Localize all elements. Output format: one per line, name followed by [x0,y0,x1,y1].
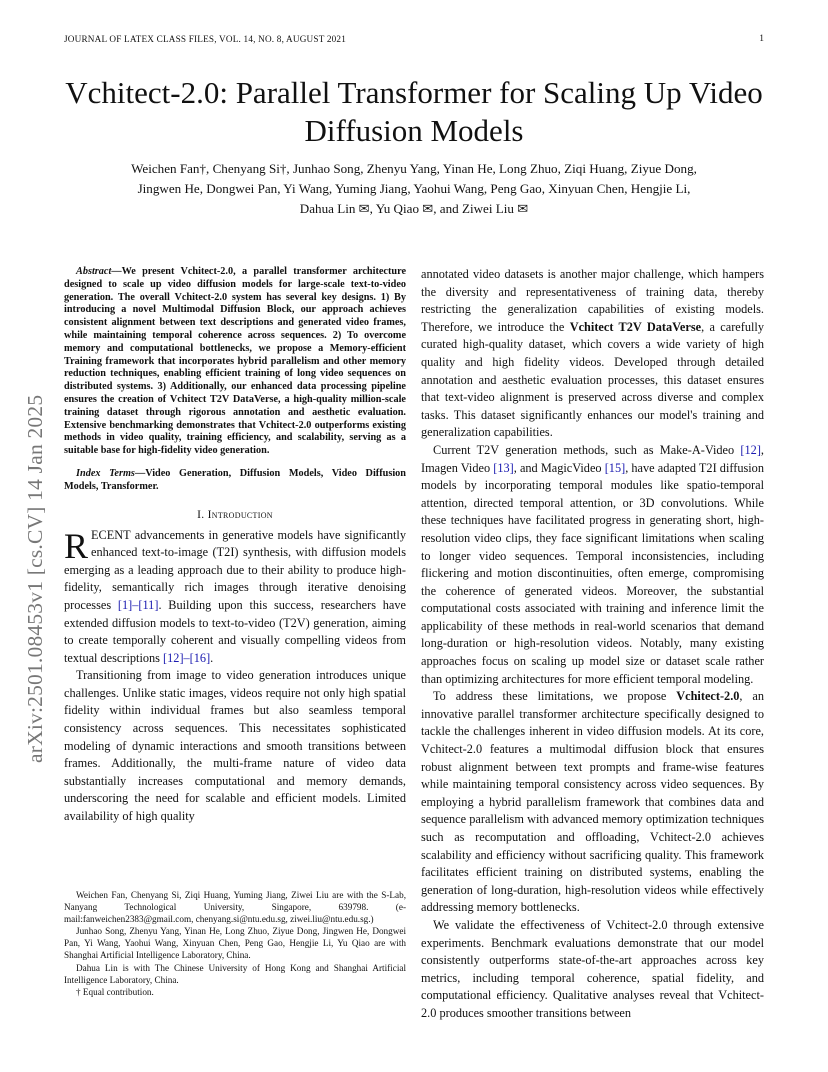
paragraph-text: Current T2V generation methods, such as Make-A-Video [433,442,741,457]
intro-paragraph-1 [64,527,406,668]
paragraph-text: annotated video datasets is another major challenge, which hampers the diversity and representativeness of training data, thereby restricting the generalization capabilities of existing models. Therefore, we introduce the [421,267,764,334]
citation-link[interactable]: [13] [493,460,514,475]
running-header: JOURNAL OF LATEX CLASS FILES, VOL. 14, NO. 8, AUGUST 2021 [64,34,347,44]
index-terms [64,468,406,494]
drop-cap: R [64,525,89,566]
abstract-text: —We present Vchitect-2.0, a parallel transformer architecture designed to scale up video diffusion models for large-scale text-to-video generation. The overall Vchitect-2.0 system has several key designs. 1) By introducing a novel Multimodal Diffusion Block, our approach achieves consistent alignment between text descriptions and generated video frames, while maintaining temporal coherence across sequences. 2) To overcome memory and computational bottlenecks, we propose a Memory-efficient Training framework that incorporates hybrid parallelism and other memory reduction techniques, enabling efficient training of long video sequences on distributed systems. 3) Additionally, our enhanced data processing pipeline ensures the creation of Vchitect T2V DataVerse, a high-quality million-scale training dataset through rigorous annotation and aesthetic evaluation. Extensive benchmarking demonstrates that Vchitect-2.0 outperforms existing methods in video quality, training efficiency, and scalability, serving as a suitable base for high-fidelity video generation. [64,266,406,457]
author-list [64,159,764,219]
intro-paragraph-2-continued [421,266,764,442]
paper-title: Vchitect-2.0: Parallel Transformer for Scaling Up Video Diffusion Models [65,75,763,148]
left-column [64,266,406,826]
citation-link[interactable]: [15] [604,460,626,475]
paragraph-text: To address these limitations, we propose [433,689,677,704]
right-column [421,266,764,1023]
footnotes [64,890,406,1000]
intro-paragraph-3 [421,442,764,688]
page-number: 1 [759,34,764,44]
footnote-affiliation-1: Weichen Fan, Chenyang Si, Ziqi Huang, Yuming Jiang, Ziwei Liu are with the S-Lab, Nanyang Technological University, Singapore, 639798. (e-mail:fanweichen2383@gmail.com, chenyang.si@ntu.edu.sg, ziwei.liu@ntu.edu.sg.) [64,890,406,924]
arxiv-stamp: arXiv:2501.08453v1 [cs.CV] 14 Jan 2025 [23,394,47,763]
paragraph-text: , have adapted T2I diffusion models by incorporating temporal modules like spatio-temporal attention, directed temporal attention, or 3D convolutions. While these techniques have facilitated progress in generating short, high-resolution video clips, they face significant limitations when scaling to longer video sequences. Temporal inconsistencies, including flickering and motion discontinuities, often emerge, compromising the coherence of generated videos. Moreover, the substantial computational costs associated with training and inference limit the applicability of these methods in real-world scenarios that demand long-duration or high-resolution videos. Notably, many existing approaches focus on scaling up model size or dataset scale rather than optimizing architectures for more efficient temporal modeling. [421,460,764,686]
index-terms-label: Index Terms [76,467,135,479]
section-title: Introduction [207,508,273,521]
model-name: Vchitect-2.0 [676,689,740,704]
paragraph-text: , and MagicVideo [513,460,605,475]
paragraph-text: . [210,650,214,665]
abstract [64,266,406,458]
author-line-3: Dahua Lin ✉, Yu Qiao ✉, and Ziwei Liu ✉ [299,201,529,216]
paragraph-text: advancements in generative models have significantly enhanced text-to-image (T2I) synthesis, with diffusion models emerging as a leading approach due to their ability to produce high-fidelity, semantically rich images through iterative denoising processes [64,527,406,612]
dataset-name: Vchitect T2V DataVerse [569,319,702,334]
citation-link[interactable]: [1]–[11] [117,597,159,612]
citation-link[interactable]: [12]–[16] [163,650,211,665]
author-line-1: Weichen Fan†, Chenyang Si†, Junhao Song, Zhenyu Yang, Yinan He, Long Zhuo, Ziqi Huang, Ziyue Dong, [131,161,697,176]
paragraph-text: , Imagen Video [421,442,764,475]
intro-paragraph-2: Transitioning from image to video generation introduces unique challenges. Unlike static images, videos require not only high spatial fidelity within individual frames but also seamless temporal consistency across sequences. This necessitates sophisticated modeling of dynamic interactions and smooth transitions between frames. Additionally, the multi-frame nature of video data substantially increases computational and memory demands, underscoring the need for scalable and efficient models. Limited availability of high quality [64,668,406,824]
author-line-2: Jingwen He, Dongwei Pan, Yi Wang, Yuming Jiang, Yaohui Wang, Peng Gao, Xinyuan Chen, Hengjie Li, [137,181,691,196]
intro-paragraph-4 [421,688,764,917]
opening-word: ECENT [91,527,131,542]
index-terms-text: —Video Generation, Diffusion Models, Video Diffusion Models, Transformer. [64,467,407,492]
footnote-equal-contribution: † Equal contribution. [76,987,154,998]
abstract-label: Abstract [76,266,112,277]
footnote-affiliation-3: Dahua Lin is with The Chinese University of Hong Kong and Shanghai Artificial Intelligence Laboratory, China. [64,962,406,985]
citation-link[interactable]: [12] [740,442,761,457]
footnote-affiliation-2: Junhao Song, Zhenyu Yang, Yinan He, Long Zhuo, Ziyue Dong, Jingwen He, Dongwei Pan, Yi Wang, Yaohui Wang, Xinyuan Chen, Peng Gao, Hengjie Li, Yu Qiao are with Shanghai Artificial Intelligence Laboratory, China. [64,926,406,960]
paragraph-text: , a carefully curated high-quality dataset, which covers a wide variety of high quality and high fidelity videos. Developed through detailed annotation and aesthetic evaluation processes, this dataset ensures that text-video alignment is preserved across diverse and complex tasks. This dataset significantly enhances our model's training and generalization capabilities. [421,319,764,440]
section-heading [64,509,406,521]
paragraph-text: . Building upon this success, researchers have extended diffusion models to text-to-video (T2V) generation, aiming to create temporally coherent and visually compelling videos from textual descriptions [64,597,407,665]
paragraph-text: , an innovative parallel transformer architecture specifically designed to tackle the challenges inherent in video diffusion models. At its core, Vchitect-2.0 features a multimodal diffusion block that ensures robust alignment between text prompts and frame-wise features while maintaining temporal consistency across video sequences. By employing a hybrid parallelism framework that combines data and sequence parallelism with advanced memory optimization techniques such as recomputation and offloading, Vchitect-2.0 achieves scalability and efficiency without sacrificing quality. This framework facilitates efficient training on distributed systems, enabling the generation of long-duration, high-resolution videos while effectively addressing memory bottlenecks. [421,689,764,915]
intro-paragraph-5: We validate the effectiveness of Vchitect-2.0 through extensive experiments. Benchmark evaluations demonstrate that our model consistently outperforms state-of-the-art approaches across key metrics, including temporal coherence, spatial fidelity, and computational efficiency. Qualitative analyses reveal that Vchitect-2.0 produces smoother transitions between [421,917,764,1020]
section-number: I. [197,508,205,521]
